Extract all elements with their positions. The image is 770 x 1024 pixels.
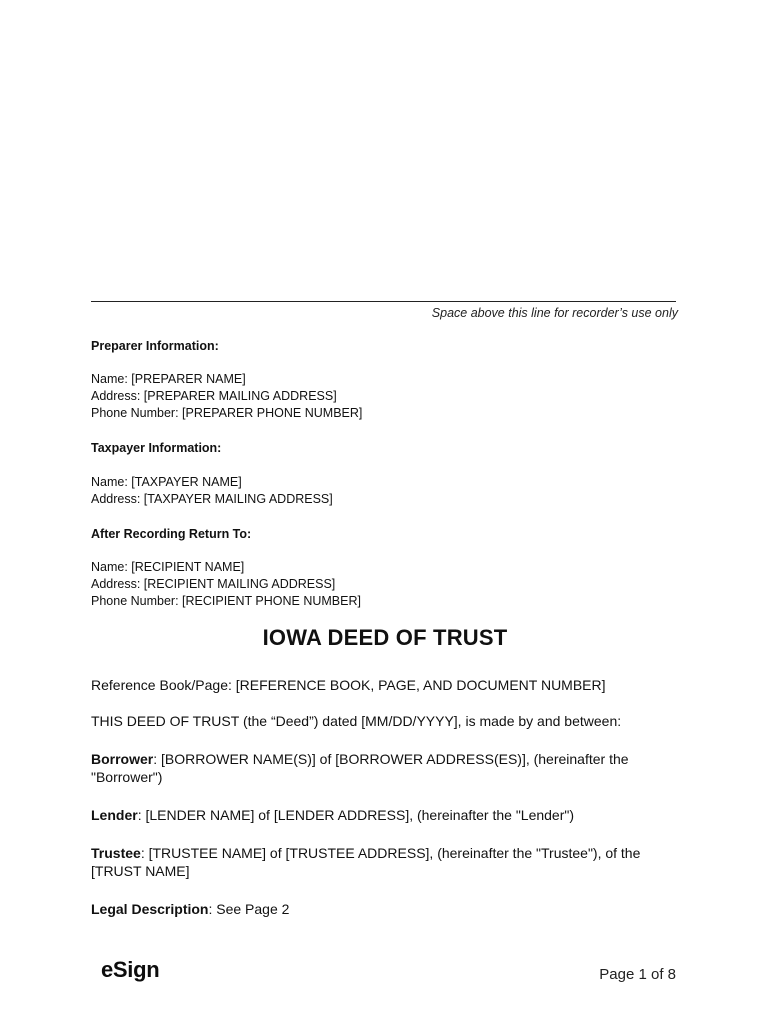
recorder-note: Space above this line for recorder’s use only <box>431 306 678 320</box>
intro-paragraph: THIS DEED OF TRUST (the “Deed”) dated [MM/DD/YYYY], is made by and between: <box>91 713 622 729</box>
preparer-phone: Phone Number: [PREPARER PHONE NUMBER] <box>91 406 363 420</box>
taxpayer-heading: Taxpayer Information: <box>91 441 222 455</box>
lender-label: Lender <box>91 807 138 823</box>
recipient-address: Address: [RECIPIENT MAILING ADDRESS] <box>91 577 336 591</box>
document-title: IOWA DEED OF TRUST <box>262 625 508 650</box>
taxpayer-address: Address: [TAXPAYER MAILING ADDRESS] <box>91 492 333 506</box>
recorder-divider <box>91 301 676 302</box>
taxpayer-name: Name: [TAXPAYER NAME] <box>91 475 242 489</box>
trustee-text: : [TRUSTEE NAME] of [TRUSTEE ADDRESS], (hereinafter the "Trustee"), of the [TRUST NAME] <box>91 845 641 879</box>
page-number: Page 1 of 8 <box>599 966 676 983</box>
legal-description-label: Legal Description <box>91 901 209 917</box>
esign-logo: eSign <box>101 957 160 982</box>
preparer-name: Name: [PREPARER NAME] <box>91 372 246 386</box>
reference-line: Reference Book/Page: [REFERENCE BOOK, PAGE, AND DOCUMENT NUMBER] <box>91 677 606 693</box>
borrower-paragraph <box>91 750 651 786</box>
legal-description-text: : See Page 2 <box>208 901 290 917</box>
return-to-heading: After Recording Return To: <box>91 527 252 541</box>
recipient-name: Name: [RECIPIENT NAME] <box>91 560 245 574</box>
recipient-phone: Phone Number: [RECIPIENT PHONE NUMBER] <box>91 594 361 608</box>
trustee-paragraph <box>91 844 651 880</box>
preparer-address: Address: [PREPARER MAILING ADDRESS] <box>91 389 337 403</box>
lender-text: : [LENDER NAME] of [LENDER ADDRESS], (hereinafter the "Lender") <box>137 807 575 823</box>
trustee-label: Trustee <box>91 845 141 861</box>
preparer-heading: Preparer Information: <box>91 339 219 353</box>
borrower-text: : [BORROWER NAME(S)] of [BORROWER ADDRESS(ES)], (hereinafter the "Borrower") <box>91 751 629 785</box>
borrower-label: Borrower <box>91 751 154 767</box>
lender-paragraph <box>91 806 651 824</box>
legal-description-paragraph <box>91 900 651 918</box>
